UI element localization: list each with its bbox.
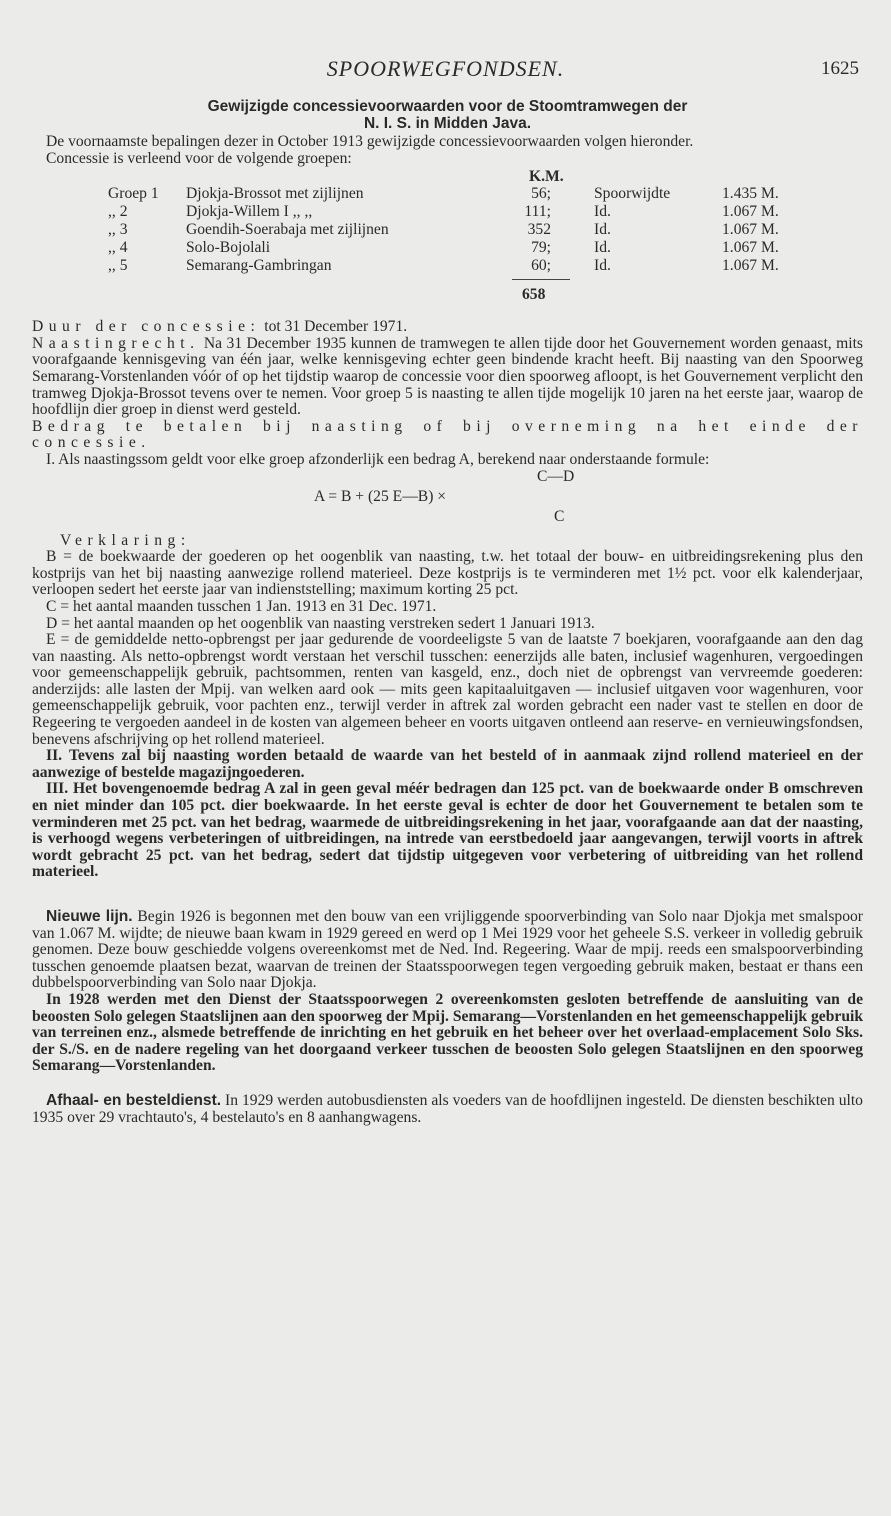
group-km: 352 <box>527 221 551 239</box>
formula-numerator: C—D <box>537 467 575 485</box>
page-number: 1625 <box>821 58 859 79</box>
group-gauge: 1.067 M. <box>722 239 779 257</box>
afhaal-text: In 1929 werden autobusdiensten als voeders van de hoofdlijnen ingesteld. De diensten beschikten ulto 1935 over 29 vrachtauto's, 4 bestelauto's en 8 aanhangwagens. <box>32 1091 863 1126</box>
definition-e: E = de gemiddelde netto-opbrengst per jaar gedurende de voordeeligste 5 van de laatste 7 boekjaren, voorafgaande aan den dag van naasting. Als netto-opbrengst wordt verstaan het verschil tusschen: eenerzijds alle baten, inclusief wagenhuren, vergoedingen voor gemeenschappelijk gebruik, pachtsommen, renten van kasgeld, enz., doch niet de opbrengst van vervreemde goederen: anderzijds: alle lasten der Mpij. van welken aard ook — mits geen kapitaaluitgaven — inclusief uitgaven voor wagenhuren, voor gemeenschappelijk gebruik, voor pachten enz., terwijl verder in aftrek zal worden gebracht een nader vast te stellen en door de Regeering te vergoeden aandeel in de kosten van algemeen beheer en voorts uitgaven ontleend aan reserve- en vernieuwingsfondsen, benevens afschrijving op het rollend materieel. <box>32 631 863 748</box>
para-i: I. Als naastingssom geldt voor elke groep afzonderlijk een bedrag A, berekend naar onderstaande formule: <box>46 450 710 468</box>
main-content <box>32 98 863 1126</box>
nieuwe-lijn-label: Nieuwe lijn. <box>46 908 133 925</box>
formula-main: A = B + (25 E—B) × <box>314 487 447 505</box>
afhaal-label: Afhaal- en besteldienst. <box>46 1091 222 1109</box>
group-label: ,, 3 <box>108 221 128 239</box>
formula-denominator: C <box>554 507 565 525</box>
group-gauge-label: Id. <box>594 239 611 257</box>
section-heading-line-2: N. I. S. in Midden Java. <box>363 115 532 132</box>
group-gauge-label: Id. <box>594 203 611 221</box>
km-header: K.M. <box>529 168 564 186</box>
group-km: 111; <box>524 203 551 221</box>
total-rule <box>512 279 570 280</box>
duration-text: tot 31 December 1971. <box>264 318 408 336</box>
group-row <box>32 186 863 203</box>
group-gauge-label: Id. <box>594 257 611 275</box>
section-gap <box>32 1075 863 1093</box>
group-gauge: 1.067 M. <box>722 203 779 221</box>
group-label: ,, 5 <box>108 257 128 275</box>
intro-paragraph: De voornaamste bepalingen dezer in October 1913 gewijzigde concessievoorwaarden volgen hieronder. <box>46 133 694 150</box>
bedrag-heading: Bedrag te betalen bij naasting of bij overneming na het einde der concessie. <box>32 417 863 452</box>
afhaal-paragraph <box>32 1093 863 1126</box>
group-km: 79; <box>531 239 551 257</box>
group-row <box>32 258 863 275</box>
group-row <box>32 204 863 221</box>
running-head-title: SPOORWEGFONDSEN. <box>326 56 565 81</box>
group-gauge: 1.435 M. <box>722 185 779 203</box>
nieuwe-lijn-paragraph-2: In 1928 werden met den Dienst der Staatsspoorwegen 2 overeenkomsten gesloten betreffende de aansluiting van de beoosten Solo gelegen Staatslijnen aan den spoorweg der Mpij. Semarang—Vorstenlanden en het gemeenschappelijk gebruik van terreinen enz., alsmede betreffende de inrichting en het gebruik en het beheer over het overlaad-emplacement Solo Sks. der S./S. en de nadere regeling van het doorgaand verkeer tusschen de beoosten Solo gelegen Staatslijnen en den spoorweg Semarang—Vorstenlanden. <box>32 990 863 1075</box>
section-heading-line-1: Gewijzigde concessievoorwaarden voor de Stoomtramwegen der <box>207 98 688 115</box>
group-name: Djokja-Brossot met zijlijnen <box>186 185 364 203</box>
formula <box>32 469 863 533</box>
group-name: Solo-Bojolali <box>186 239 271 257</box>
nieuwe-lijn-text: Begin 1926 is begonnen met den bouw van een vrijliggende spoorverbinding van Solo naar Djokja met smalspoor van 1.067 M. wijdte; de nieuwe baan kwam in 1929 gereed en werd op 1 Mei 1929 voor het geheele S.S. verkeer in volledig gebruik genomen. Deze bouw geschiedde volgens overeenkomst met de Ned. Ind. Regeering. Waar de mpij. reeds een smalspoorverbinding tusschen genoemde plaatsen bezat, waarvan de treinen der Staatsspoorwegen tegen vergoeding gebruik maken, bestaat er thans een dubbelspoorverbinding van Solo naar Djokja. <box>32 908 863 992</box>
group-name: Djokja-Willem I ,, ,, <box>186 203 313 221</box>
definition-c: C = het aantal maanden tusschen 1 Jan. 1913 en 31 Dec. 1971. <box>46 597 437 615</box>
group-label: Groep 1 <box>108 185 159 203</box>
group-gauge: 1.067 M. <box>722 221 779 239</box>
definition-b: B = de boekwaarde der goederen op het oogenblik van naasting, t.w. het totaal der bouw- en uitbreidingsrekening plus den kostprijs van het bij naasting aanwezige rollend materieel. Deze kostprijs is te verminderen met 1½ pct. voor elk kalenderjaar, verloopen sedert het eerste jaar van indienststelling; maximum korting 25 pct. <box>32 548 863 599</box>
group-name: Semarang-Gambringan <box>186 257 332 275</box>
section-gap <box>32 881 863 909</box>
nieuwe-lijn-paragraph <box>32 909 863 992</box>
concession-line: Concessie is verleend voor de volgende groepen: <box>46 149 352 167</box>
section-heading <box>32 98 863 132</box>
naasting-label: Naastingrecht. <box>32 334 200 352</box>
duration-label: Duur der concessie: <box>32 318 261 336</box>
group-gauge-label: Id. <box>594 221 611 239</box>
running-head <box>0 56 891 86</box>
naasting-paragraph <box>32 336 863 419</box>
group-gauge: 1.067 M. <box>722 257 779 275</box>
group-label: ,, 4 <box>108 239 128 257</box>
group-name: Goendih-Soerabaja met zijlijnen <box>186 221 389 239</box>
para-ii: II. Tevens zal bij naasting worden betaald de waarde van het besteld of in aanmaak zijnd rollend materieel en der aanwezige of bestelde magazijngoederen. <box>32 747 863 781</box>
group-gauge-label: Spoorwijdte <box>594 185 671 203</box>
group-row <box>32 240 863 257</box>
group-label: ,, 2 <box>108 203 128 221</box>
para-iii: III. Het bovengenoemde bedrag A zal in geen geval méér bedragen dan 125 pct. van de boekwaarde onder B omschreven en niet minder dan 105 pct. dier boekwaarde. In het eerste geval is echter de door het Gouvernement te betalen som te verminderen met 25 pct. van het bedrag, waarmede de uitbreidingsrekening in het jaar, voorafgaande aan dat der naasting, is verhoogd wegens verbeteringen of uitbreidingen, na intrede van eerstbedoeld jaar aangevangen, terwijl voorts in aftrek wordt gebracht 25 pct. van het bedrag, sedert dat tijdstip uitgegeven voor verbetering of uitbreiding van het rollend materieel. <box>32 780 863 881</box>
naasting-text: Na 31 December 1935 kunnen de tramwegen te allen tijde door het Gouvernement worden genaast, mits voorafgaande kennisgeving van één jaar, welke kennisgeving echter geen bindende kracht heeft. Bij naasting van den Spoorweg Semarang-Vorstenlanden vóór of op het tijdstip waarop de concessie voor dien spoorweg afloopt, is het Gouvernement verplicht den tramweg Djokja-Brossot tevens over te nemen. Voor groep 5 is naasting te allen tijde mogelijk 10 jaren na het eerste jaar, waarop de hoofdlijn dier groep in dienst werd gesteld. <box>32 334 863 419</box>
km-total: 658 <box>522 286 546 304</box>
definition-d: D = het aantal maanden op het oogenblik van naasting verstreken sedert 1 Januari 1913. <box>46 614 595 632</box>
group-km: 60; <box>531 257 551 275</box>
verklaring-label: Verklaring: <box>60 531 191 549</box>
group-row <box>32 222 863 239</box>
group-km: 56; <box>531 185 551 203</box>
duration-paragraph <box>32 319 863 336</box>
groups-table <box>32 169 863 319</box>
